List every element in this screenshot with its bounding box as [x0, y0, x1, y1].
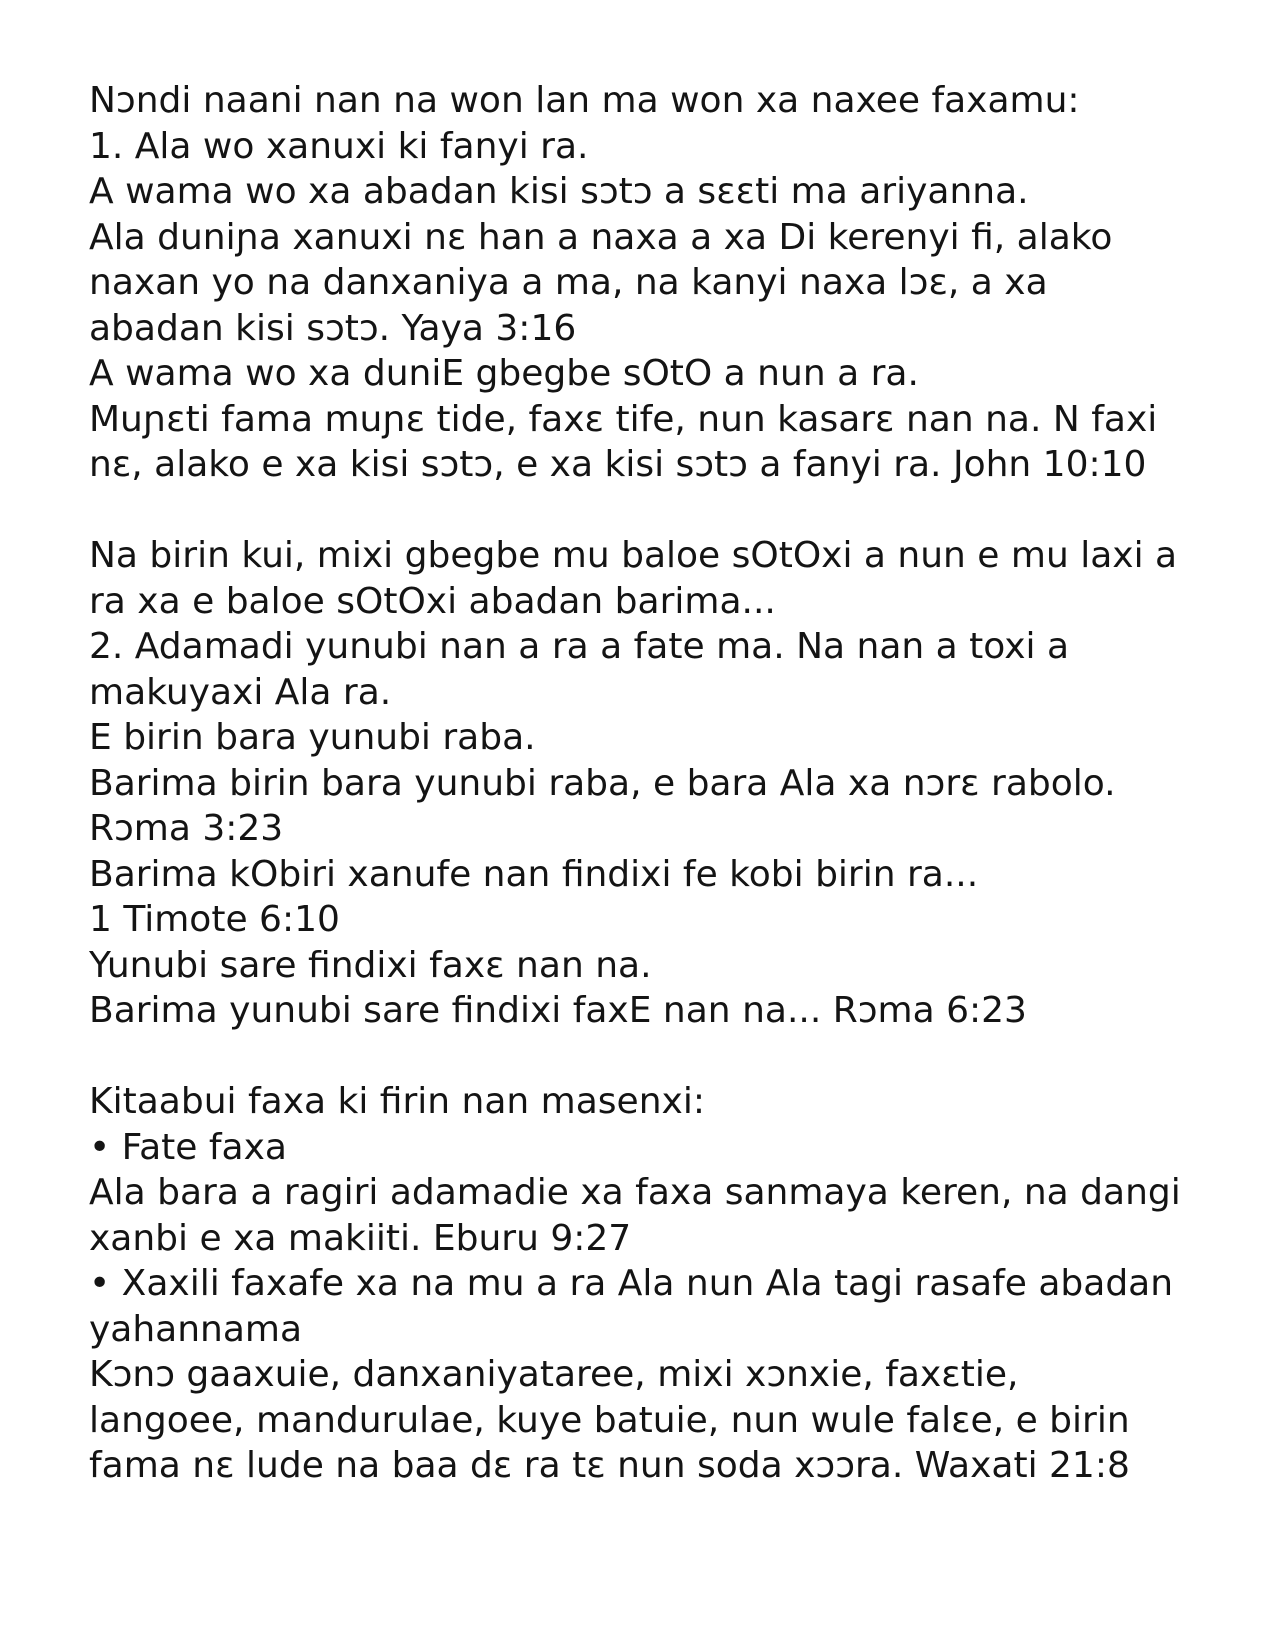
text-line: Yunubi sare findixi faxɛ nan na.	[89, 944, 652, 986]
text-line: A wama wo xa duniE gbegbe sOtO a nun a ra.	[89, 353, 919, 394]
text-line: A wama wo xa abadan kisi sɔtɔ a sɛɛti ma ariyanna.	[89, 171, 1029, 212]
text-line: 1. Ala wo xanuxi ki fanyi ra.	[89, 125, 589, 167]
text-line: E birin bara yunubi raba.	[89, 717, 536, 758]
text-line: Nɔndi naani nan na won lan ma won xa naxee faxamu:	[89, 80, 1080, 121]
text-line: makuyaxi Ala ra.	[89, 671, 392, 713]
paragraph-1	[89, 78, 1209, 488]
text-line: Barima yunubi sare findixi faxE nan na... Rɔma 6:23	[89, 990, 1027, 1031]
text-line: nɛ, alako e xa kisi sɔtɔ, e xa kisi sɔtɔ a fanyi ra. John 10:10	[89, 444, 1147, 485]
text-line: Na birin kui, mixi gbegbe mu baloe sOtOxi a nun e mu laxi a	[89, 535, 1178, 576]
text-line: • Fate faxa	[89, 1126, 287, 1168]
text-line: Barima kObiri xanufe nan findixi fe kobi birin ra...	[89, 853, 979, 895]
text-line: Ala duniɲa xanuxi nɛ han a naxa a xa Di kerenyi fi, alako	[89, 216, 1113, 258]
text-line: ra xa e baloe sOtOxi abadan barima...	[89, 580, 776, 622]
document-page	[89, 78, 1209, 1489]
text-line: Kɔnɔ gaaxuie, danxaniyataree, mixi xɔnxie, faxɛtie,	[89, 1354, 1019, 1395]
paragraph-spacer	[89, 1034, 1209, 1080]
text-line: Ala bara a ragiri adamadie xa faxa sanmaya keren, na dangi	[89, 1172, 1181, 1213]
text-line: abadan kisi sɔtɔ. Yaya 3:16	[89, 307, 577, 349]
paragraph-3	[89, 1079, 1209, 1489]
text-line: naxan yo na danxaniya a ma, na kanyi naxa lɔɛ, a xa	[89, 262, 1048, 303]
text-line: fama nɛ lude na baa dɛ ra tɛ nun soda xɔɔra. Waxati 21:8	[89, 1445, 1130, 1486]
text-line: • Xaxili faxafe xa na mu a ra Ala nun Ala tagi rasafe abadan	[89, 1263, 1174, 1304]
text-line: Kitaabui faxa ki firin nan masenxi:	[89, 1081, 705, 1122]
text-line: yahannama	[89, 1308, 303, 1350]
text-line: 2. Adamadi yunubi nan a ra a fate ma. Na nan a toxi a	[89, 626, 1069, 667]
text-line: 1 Timote 6:10	[89, 899, 340, 940]
text-line: langoee, mandurulae, kuye batuie, nun wule falɛe, e birin	[89, 1399, 1130, 1441]
text-line: Muɲɛti fama muɲɛ tide, faxɛ tife, nun kasarɛ nan na. N faxi	[89, 398, 1158, 440]
text-line: xanbi e xa makiiti. Eburu 9:27	[89, 1217, 632, 1259]
paragraph-2	[89, 533, 1209, 1034]
text-line: Barima birin bara yunubi raba, e bara Ala xa nɔrɛ rabolo.	[89, 762, 1116, 804]
paragraph-spacer	[89, 488, 1209, 534]
text-line: Rɔma 3:23	[89, 808, 284, 849]
